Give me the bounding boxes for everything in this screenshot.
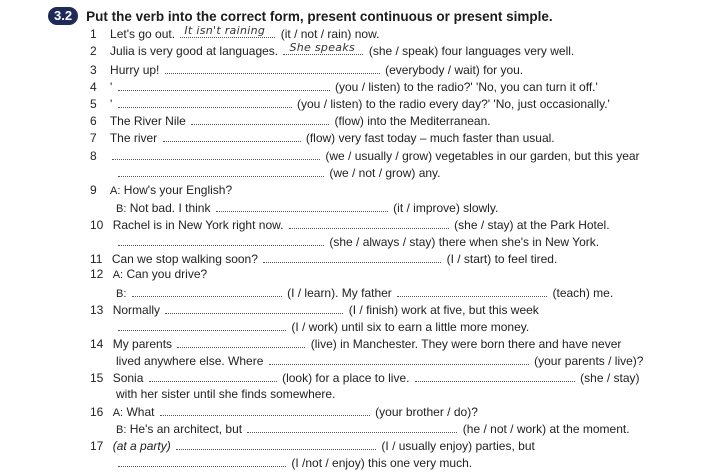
item-text: (you / listen) to the radio?' 'No, you can turn it off.' bbox=[335, 80, 598, 94]
item-text: Can you drive? bbox=[126, 267, 208, 281]
item-text: Normally bbox=[112, 303, 161, 317]
item-text: (your parents / live)? bbox=[534, 354, 644, 368]
answer-field[interactable] bbox=[177, 335, 305, 348]
item-context: (at a party) bbox=[112, 439, 171, 453]
exercise-item-15-cont bbox=[116, 386, 335, 402]
item-number: 3 bbox=[90, 63, 97, 77]
answer-field[interactable] bbox=[216, 199, 388, 212]
item-text: Not bad. I think bbox=[129, 201, 211, 215]
exercise-item-17-cont bbox=[116, 454, 472, 470]
speaker-label: A: bbox=[112, 407, 124, 419]
answer-field[interactable] bbox=[191, 112, 329, 125]
item-text: (it / not / rain) now. bbox=[280, 27, 380, 41]
exercise-item-8-cont bbox=[116, 164, 441, 180]
item-text: He's an architect, but bbox=[129, 422, 243, 436]
exercise-item-17 bbox=[90, 437, 535, 453]
exercise-item-10-cont bbox=[116, 233, 599, 249]
item-text: (I / start) to feel tired. bbox=[446, 252, 558, 266]
item-text: (he / not / work) at the moment. bbox=[462, 422, 630, 436]
item-text: (flow) very fast today – much faster than usual. bbox=[305, 131, 555, 145]
answer-field[interactable] bbox=[289, 216, 449, 229]
item-text: What bbox=[126, 405, 155, 419]
handwritten-answer: She speaks bbox=[289, 41, 356, 54]
answer-field[interactable] bbox=[263, 250, 441, 263]
item-text: (it / improve) slowly. bbox=[393, 201, 499, 215]
item-number: 13 bbox=[90, 303, 104, 317]
exercise-item-11 bbox=[90, 250, 557, 266]
item-text: (live) in Manchester. They were born there and have never bbox=[310, 337, 622, 351]
item-number: 17 bbox=[90, 439, 104, 453]
exercise-item-16-b bbox=[116, 420, 630, 436]
item-text: My parents bbox=[112, 337, 173, 351]
item-text: The River Nile bbox=[109, 114, 186, 128]
exercise-item-9 bbox=[90, 182, 232, 198]
speaker-label: A: bbox=[110, 185, 121, 197]
item-text: How's your English? bbox=[123, 183, 233, 197]
answer-field[interactable] bbox=[118, 318, 286, 331]
item-text: (I / work) until six to earn a little more money. bbox=[291, 320, 530, 334]
exercise-item-3 bbox=[90, 61, 523, 77]
item-text: (flow) into the Mediterranean. bbox=[334, 114, 491, 128]
exercise-item-5 bbox=[90, 95, 610, 111]
item-number: 10 bbox=[90, 218, 104, 232]
item-text: (we / not / grow) any. bbox=[329, 166, 441, 180]
answer-field[interactable] bbox=[247, 420, 457, 433]
item-number: 8 bbox=[90, 149, 97, 163]
answer-field[interactable] bbox=[163, 129, 301, 142]
item-number: 11 bbox=[90, 252, 103, 266]
exercise-item-9-b bbox=[116, 199, 498, 215]
answer-field[interactable] bbox=[118, 454, 286, 467]
exercise-item-15 bbox=[90, 369, 640, 385]
exercise-item-12-b bbox=[116, 284, 613, 300]
item-text: (we / usually / grow) vegetables in our garden, but this year bbox=[325, 149, 640, 163]
item-text: (I /not / enjoy) this one very much. bbox=[291, 456, 473, 470]
speaker-label: B: bbox=[116, 288, 127, 300]
item-text: lived anywhere else. Where bbox=[116, 354, 264, 368]
answer-field[interactable] bbox=[112, 147, 320, 160]
answer-field[interactable] bbox=[149, 369, 277, 382]
exercise-item-6 bbox=[90, 112, 491, 128]
answer-field[interactable] bbox=[397, 284, 547, 297]
answer-field[interactable] bbox=[415, 369, 575, 382]
item-number: 5 bbox=[90, 97, 97, 111]
speaker-label: B: bbox=[116, 424, 127, 436]
exercise-item-13-cont bbox=[116, 318, 529, 334]
exercise-instruction: Put the verb into the correct form, present continuous or present simple. bbox=[86, 8, 553, 24]
handwritten-answer: It isn't raining bbox=[184, 24, 266, 37]
item-number: 15 bbox=[90, 371, 104, 385]
item-number: 9 bbox=[90, 183, 97, 197]
item-number: 4 bbox=[90, 80, 97, 94]
answer-field[interactable] bbox=[165, 301, 343, 314]
item-text: ' bbox=[110, 97, 113, 111]
item-text: (teach) me. bbox=[552, 286, 614, 300]
item-text: (I / finish) work at five, but this week bbox=[348, 303, 539, 317]
item-number: 16 bbox=[90, 405, 104, 419]
exercise-item-7 bbox=[90, 129, 555, 145]
item-text: Rachel is in New York right now. bbox=[112, 218, 284, 232]
item-text: Sonia bbox=[112, 371, 144, 385]
item-text: Can we stop walking soon? bbox=[111, 252, 258, 266]
item-text: (I / learn). My father bbox=[287, 286, 392, 300]
item-number: 14 bbox=[90, 337, 104, 351]
item-text: (she / stay) at the Park Hotel. bbox=[454, 218, 610, 232]
exercise-header bbox=[48, 5, 553, 27]
answer-field[interactable] bbox=[180, 26, 275, 38]
exercise-number-badge: 3.2 bbox=[48, 7, 78, 25]
item-text: (look) for a place to live. bbox=[282, 371, 410, 385]
answer-field[interactable] bbox=[283, 43, 363, 55]
exercise-item-14-cont bbox=[116, 352, 643, 368]
item-text: (I / usually enjoy) parties, but bbox=[381, 439, 535, 453]
exercise-item-16 bbox=[90, 403, 478, 419]
exercise-item-2 bbox=[90, 43, 574, 59]
speaker-label: A: bbox=[112, 269, 124, 281]
item-text: Hurry up! bbox=[110, 63, 160, 77]
answer-field[interactable] bbox=[118, 78, 330, 91]
answer-field[interactable] bbox=[269, 352, 529, 365]
item-text: with her sister until she finds somewhere. bbox=[116, 387, 336, 401]
item-text: (your brother / do)? bbox=[375, 405, 478, 419]
item-text: The river bbox=[109, 131, 158, 145]
item-text: (everybody / wait) for you. bbox=[385, 63, 524, 77]
answer-field[interactable] bbox=[176, 437, 376, 450]
item-number: 12 bbox=[90, 267, 104, 281]
exercise-item-14 bbox=[90, 335, 621, 351]
answer-field[interactable] bbox=[132, 284, 282, 297]
item-number: 2 bbox=[90, 44, 97, 58]
answer-field[interactable] bbox=[118, 164, 324, 177]
answer-field[interactable] bbox=[165, 61, 380, 74]
exercise-item-10 bbox=[90, 216, 610, 232]
item-text: (you / listen) to the radio every day?' 'No, just occasionally.' bbox=[297, 97, 610, 111]
exercise-item-13 bbox=[90, 301, 539, 317]
speaker-label: B: bbox=[116, 203, 127, 215]
item-text: Julia is very good at languages. bbox=[110, 44, 279, 58]
item-number: 7 bbox=[90, 131, 97, 145]
item-text: (she / always / stay) there when she's in New York. bbox=[329, 235, 600, 249]
item-text: (she / stay) bbox=[580, 371, 640, 385]
item-text: (she / speak) four languages very well. bbox=[368, 44, 575, 58]
exercise-item-8 bbox=[90, 147, 640, 163]
exercise-item-12 bbox=[90, 266, 207, 282]
item-text: Let's go out. bbox=[110, 27, 176, 41]
item-number: 1 bbox=[90, 27, 97, 41]
item-number: 6 bbox=[90, 114, 97, 128]
answer-field[interactable] bbox=[118, 95, 292, 108]
exercise-item-4 bbox=[90, 78, 598, 94]
answer-field[interactable] bbox=[160, 403, 370, 416]
answer-field[interactable] bbox=[118, 233, 324, 246]
item-text: ' bbox=[110, 80, 113, 94]
